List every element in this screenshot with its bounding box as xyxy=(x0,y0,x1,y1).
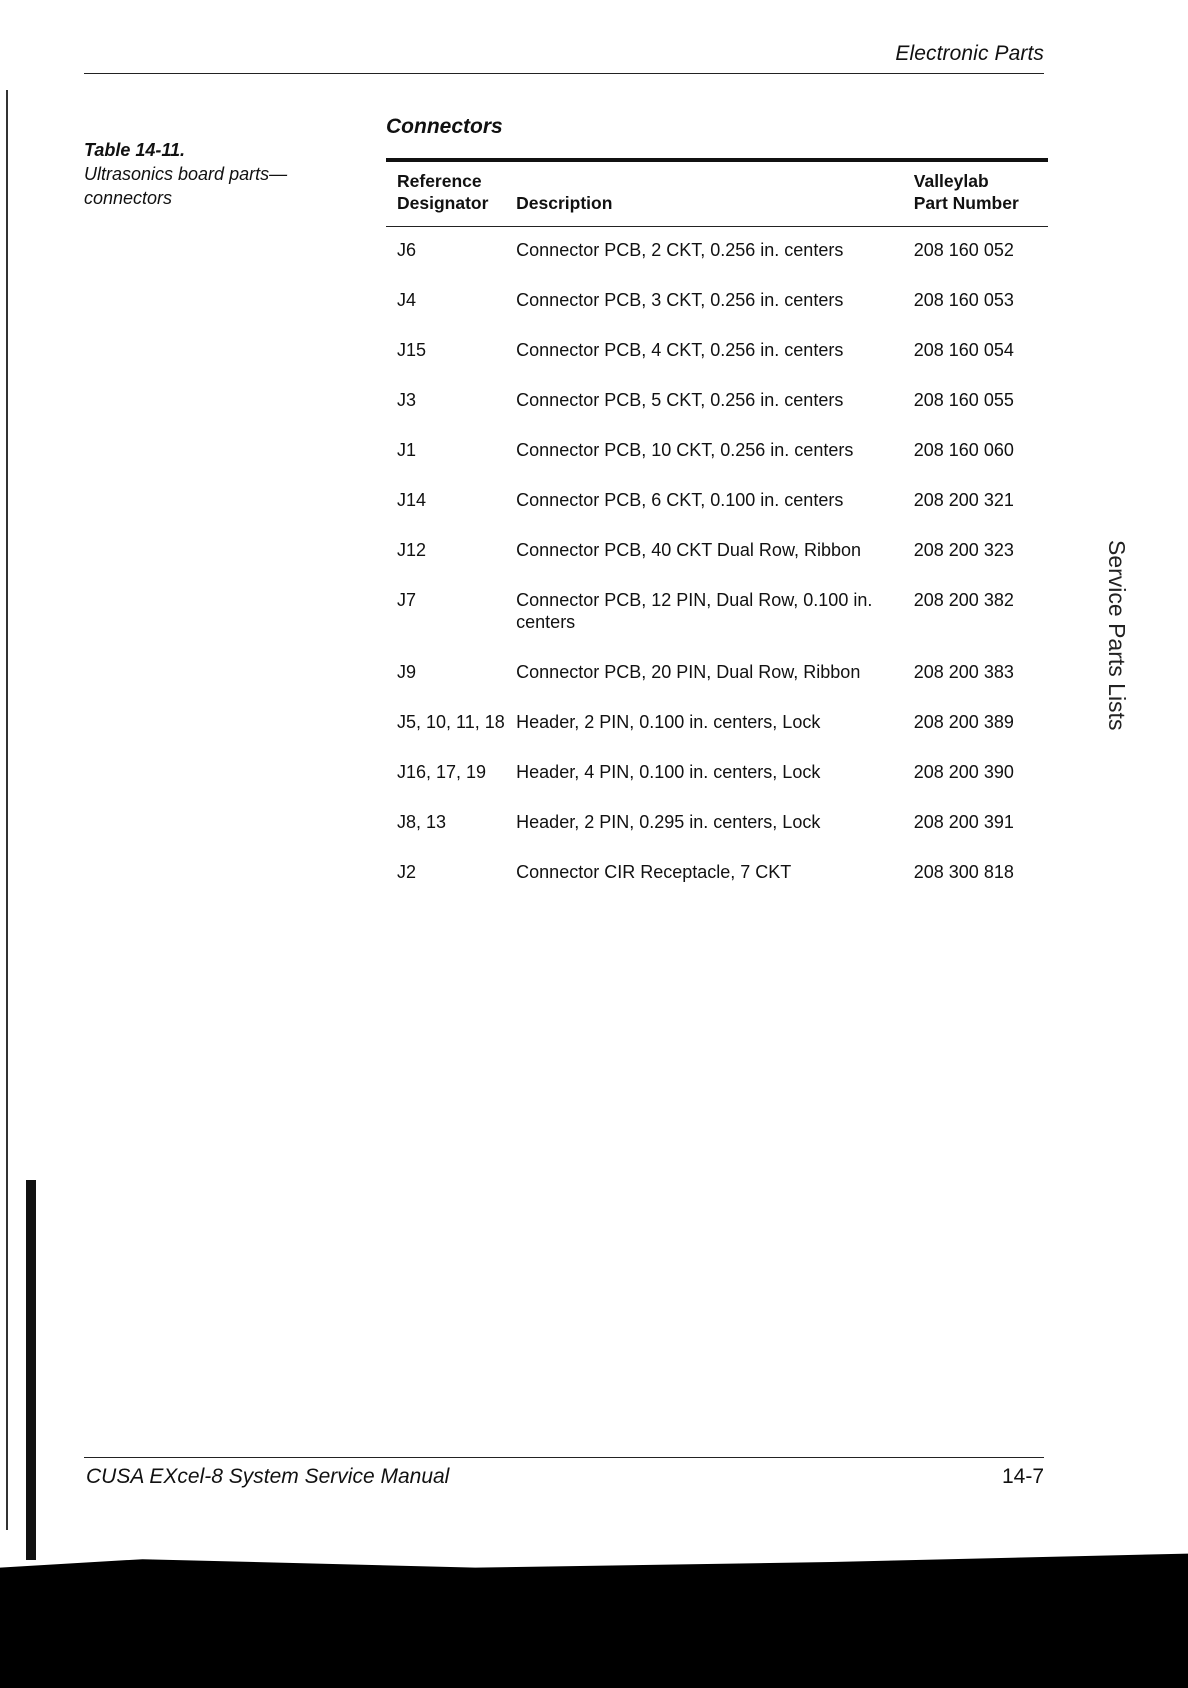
header-ref-line1: Reference xyxy=(397,171,482,191)
ref-designator: J6 xyxy=(397,240,417,260)
ref-designator: J14 xyxy=(397,490,427,510)
section-title: Connectors xyxy=(386,115,503,138)
part-number: 208 200 321 xyxy=(913,490,1014,510)
footer-manual-title: CUSA EXcel-8 System Service Manual xyxy=(86,1465,450,1488)
part-number: 208 300 818 xyxy=(913,862,1014,882)
part-number: 208 160 052 xyxy=(913,240,1014,260)
header-rule xyxy=(84,73,1044,74)
table-row xyxy=(386,275,1048,325)
ref-designator: J3 xyxy=(397,390,417,410)
part-description: Header, 4 PIN, 0.100 in. centers, Lock xyxy=(516,762,821,782)
part-number: 208 200 323 xyxy=(913,540,1014,560)
header-reference-designator xyxy=(386,162,516,227)
scan-bottom-shadow xyxy=(0,1548,1188,1688)
header-ref-line2: Designator xyxy=(397,193,489,213)
part-description: Header, 2 PIN, 0.295 in. centers, Lock xyxy=(516,812,821,832)
ref-designator: J16, 17, 19 xyxy=(397,762,487,782)
part-description: Connector PCB, 40 CKT Dual Row, Ribbon xyxy=(516,540,861,560)
table-row xyxy=(386,375,1048,425)
side-tab xyxy=(1096,540,1136,731)
table-row xyxy=(386,697,1048,747)
scan-edge-line xyxy=(6,90,8,1530)
table-row xyxy=(386,325,1048,375)
ref-designator: J8, 13 xyxy=(397,812,447,832)
part-description: Connector PCB, 5 CKT, 0.256 in. centers xyxy=(516,390,844,410)
table-row xyxy=(386,525,1048,575)
ref-designator: J12 xyxy=(397,540,427,560)
scan-edge-shadow xyxy=(26,1180,36,1560)
table-row xyxy=(386,847,1048,897)
part-description: Header, 2 PIN, 0.100 in. centers, Lock xyxy=(516,712,821,732)
table-number: Table 14-11. xyxy=(84,140,186,160)
table-row xyxy=(386,647,1048,697)
part-description: Connector CIR Receptacle, 7 CKT xyxy=(516,862,792,882)
part-description: Connector PCB, 10 CKT, 0.256 in. centers xyxy=(516,440,854,460)
ref-designator: J1 xyxy=(397,440,417,460)
part-description: Connector PCB, 2 CKT, 0.256 in. centers xyxy=(516,240,844,260)
part-number: 208 160 053 xyxy=(913,290,1014,310)
running-header: Electronic Parts xyxy=(895,42,1044,65)
header-part-line1: Valleylab xyxy=(913,171,989,191)
table-header-row xyxy=(386,162,1048,227)
ref-designator: J5, 10, 11, 18 xyxy=(397,712,505,732)
part-description: Connector PCB, 3 CKT, 0.256 in. centers xyxy=(516,290,844,310)
ref-designator: J2 xyxy=(397,862,417,882)
header-part-number xyxy=(914,162,1048,227)
part-description: Connector PCB, 6 CKT, 0.100 in. centers xyxy=(516,490,844,510)
part-description: Connector PCB, 12 PIN, Dual Row, 0.100 in. centers xyxy=(516,590,873,632)
header-part-line2: Part Number xyxy=(913,193,1019,213)
side-tab-label: Service Parts Lists xyxy=(1104,540,1130,731)
ref-designator: J4 xyxy=(397,290,417,310)
parts-table xyxy=(386,158,1048,897)
part-number: 208 160 060 xyxy=(913,440,1014,460)
ref-designator: J7 xyxy=(397,590,417,610)
table-row xyxy=(386,797,1048,847)
ref-designator: J15 xyxy=(397,340,427,360)
part-number: 208 160 054 xyxy=(913,340,1014,360)
part-number: 208 160 055 xyxy=(913,390,1014,410)
table-row xyxy=(386,747,1048,797)
part-number: 208 200 389 xyxy=(913,712,1014,732)
table-row xyxy=(386,575,1048,647)
table-description: Ultrasonics board parts—connectors xyxy=(84,164,288,208)
table-row xyxy=(386,227,1048,276)
part-description: Connector PCB, 20 PIN, Dual Row, Ribbon xyxy=(516,662,861,682)
part-number: 208 200 391 xyxy=(913,812,1014,832)
table-caption xyxy=(84,138,364,210)
table-row xyxy=(386,475,1048,525)
ref-designator: J9 xyxy=(397,662,417,682)
footer-rule xyxy=(84,1457,1044,1458)
header-description: Description xyxy=(516,162,914,227)
part-number: 208 200 382 xyxy=(913,590,1014,610)
part-description: Connector PCB, 4 CKT, 0.256 in. centers xyxy=(516,340,844,360)
page-number: 14-7 xyxy=(1001,1465,1044,1488)
table-row xyxy=(386,425,1048,475)
part-number: 208 200 383 xyxy=(913,662,1014,682)
part-number: 208 200 390 xyxy=(913,762,1014,782)
